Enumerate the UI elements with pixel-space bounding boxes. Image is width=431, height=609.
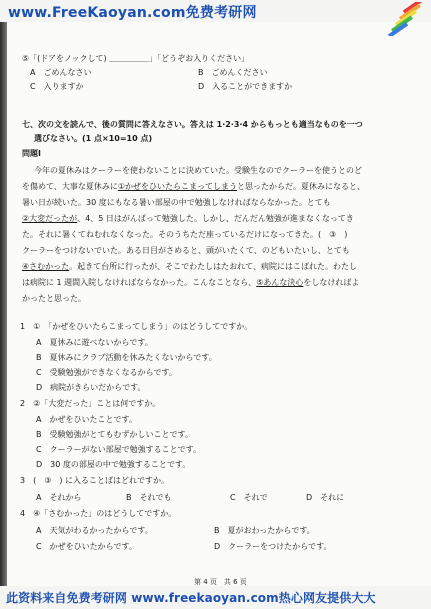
q1-option-c: C 受験勉強ができなくなるからです。: [36, 368, 177, 377]
q5-option-c: C 入りますか: [30, 82, 84, 91]
underlined-phrase-4: ④さむかった: [22, 262, 70, 271]
site-name[interactable]: www.FreeKaoyan.com免费考研网: [8, 5, 257, 21]
footer-notice[interactable]: 此资料来自免费考研网 www.freekaoyan.com热心网友提供大大: [6, 591, 376, 605]
question-1: 1 ① 「かぜをひいたらこまってしまう」のはどうしてですか。: [20, 322, 253, 331]
q1-option-a: A 夏休みに遊べないからです。: [36, 338, 153, 347]
q3-option-b: B それでも: [126, 493, 172, 502]
passage-line-5: た。それに暑くてねむれなくなった。そのうちただ座っているだけになってきた。( ③ ): [22, 230, 348, 239]
underlined-phrase-1: ①かぜをひいたらこまってしまう: [117, 182, 238, 191]
q4-option-c: C かぜをひいたからです。: [36, 542, 137, 551]
question-2: 2 ②「大変だった」ことは何ですか。: [20, 399, 161, 408]
passage-line-2: を傷めて、大事な夏休みに①かぜをひいたらこまってしまうと思ったからだ。夏休みになると、: [22, 182, 366, 191]
section-7-instruction: 七、次の文を読んで、後の質問に答えなさい。答えは 1·2·3·4 からもっとも適当なものを一つ: [22, 120, 363, 129]
q5-option-a: A ごめんなさい: [30, 68, 92, 77]
q3-option-c: C それで: [230, 493, 268, 502]
question-3: 3 ( ③ ) に入ることばはどれですか。: [20, 476, 170, 485]
passage-line-8: は病院に 1 週間入院しなければならなかった。こんなことなら、⑤あんな決心をしなければよ: [22, 278, 360, 287]
passage-line-1: 今年の夏休みはクーラーを使わないことに決めていた。受験生なのでクーラーを使うとのど: [34, 166, 362, 175]
q3-option-d: D それに: [306, 493, 345, 502]
q4-option-b: B 夏がおわったからです。: [214, 526, 315, 535]
q2-option-b: B 受験勉強がとてもむずかしいことです。: [36, 430, 193, 439]
scan-edge: [0, 0, 7, 609]
q1-option-b: B 夏休みにクラブ活動を休みたくないからです。: [36, 353, 217, 362]
passage-line-6: クーラーをつけないでいた。ある日目がさめると、頭がいたくて、のどもいたいし、とても: [22, 246, 350, 255]
passage-line-9: かったと思った。: [22, 294, 86, 303]
q5-option-d: D 入ることができますか: [198, 82, 293, 91]
underlined-phrase-5: ⑤あんな決心: [256, 278, 304, 287]
page-number: 第 4 页 共 6 页: [194, 578, 247, 586]
q4-option-a: A 天気がわるかったからです。: [36, 526, 153, 535]
q1-option-d: D 病院がきらいだからです。: [36, 383, 146, 392]
passage-line-7: ④さむかった。起きて台所に行ったが、そこでわたしはたおれて、病院にはこばれた。わたし: [22, 262, 358, 271]
q3-option-a: A それから: [36, 493, 82, 502]
q4-option-d: D クーラーをつけたからです。: [214, 542, 332, 551]
q5-prompt: ⑤「(ドアをノックして) ＿＿＿＿＿」「どうぞお入りください」: [22, 54, 250, 63]
q2-option-a: A かぜをひいたことです。: [36, 415, 137, 424]
passage-line-4: ②大変だったが、4、5 日はがんばって勉強した。しかし、だんだん勉強が進まなくなってき: [22, 214, 354, 223]
q2-option-c: C クーラーがない部屋で勉強することです。: [36, 445, 201, 454]
question-4: 4 ④「さむかった」のはどうしてですか。: [20, 509, 177, 518]
site-logo-icon: [384, 2, 426, 36]
q2-option-d: D 30 度の部屋の中で勉強することです。: [36, 460, 191, 469]
section-7-instruction-cont: 選びなさい。(1 点×10=10 点): [34, 134, 153, 143]
underlined-phrase-2: ②大変だったが: [22, 214, 78, 223]
passage-line-3: 暑い日が続いた。30 度にもなる暑い部屋の中で勉強しなければならなかった。とても: [22, 198, 331, 207]
q5-option-b: B ごめんください: [198, 68, 268, 77]
problem-heading: 問題Ⅰ: [22, 149, 41, 158]
